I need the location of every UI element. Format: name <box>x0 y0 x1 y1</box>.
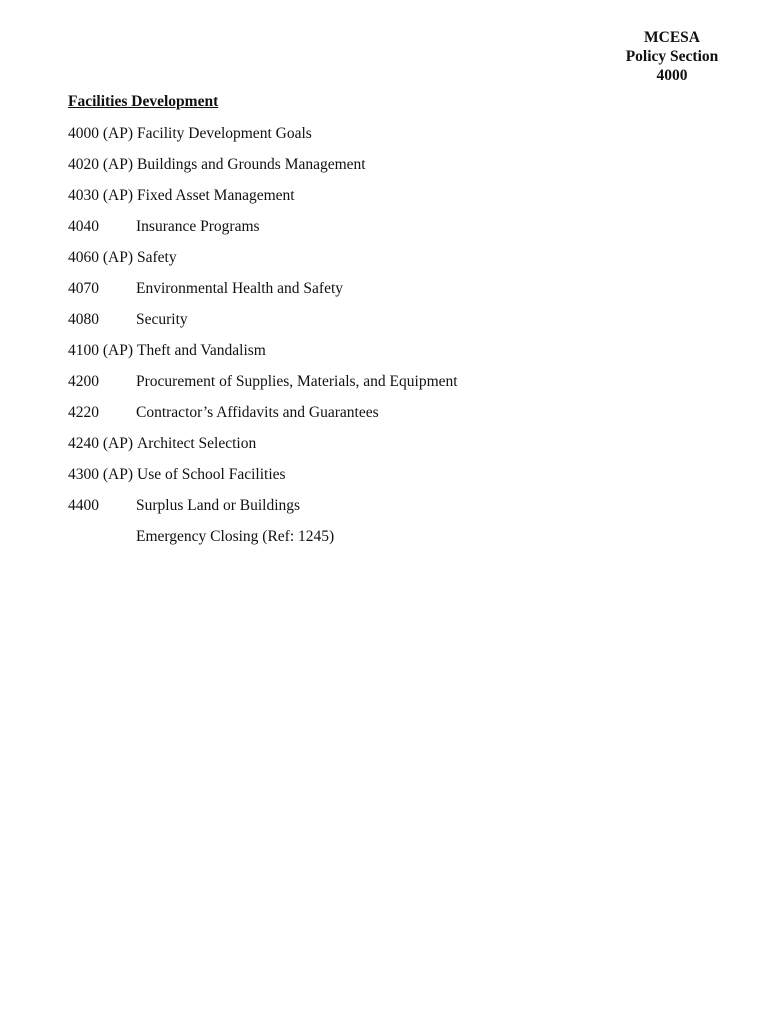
policy-name: Buildings and Grounds Management <box>137 156 366 173</box>
list-item <box>68 403 458 434</box>
policy-code: 4070 <box>68 280 99 297</box>
policy-code: 4100 (AP) <box>68 342 134 359</box>
policy-name: Procurement of Supplies, Materials, and Equipment <box>136 373 458 390</box>
list-item <box>68 341 458 372</box>
list-item <box>68 496 458 527</box>
section-number: 4000 <box>656 67 688 84</box>
page-title: Facilities Development <box>68 93 219 110</box>
list-item <box>68 186 458 217</box>
policy-code: 4400 <box>68 497 99 514</box>
list-item <box>68 279 458 310</box>
policy-code: 4030 (AP) <box>68 187 134 204</box>
list-item <box>68 527 458 558</box>
list-item <box>68 155 458 186</box>
policy-code: 4220 <box>68 404 99 421</box>
policy-name: Safety <box>137 249 177 266</box>
organization-name: MCESA <box>644 29 700 46</box>
policy-code: 4300 (AP) <box>68 466 134 483</box>
policy-code: 4240 (AP) <box>68 435 134 452</box>
list-item <box>68 434 458 465</box>
policy-name: Emergency Closing (Ref: 1245) <box>136 528 335 545</box>
policy-code: 4020 (AP) <box>68 156 134 173</box>
list-item <box>68 372 458 403</box>
policy-name: Security <box>136 311 188 328</box>
policy-name: Surplus Land or Buildings <box>136 497 301 514</box>
policy-name: Insurance Programs <box>136 218 260 235</box>
policy-section-header <box>602 28 742 85</box>
policy-name: Architect Selection <box>137 435 257 452</box>
list-item <box>68 217 458 248</box>
policy-list <box>68 124 458 558</box>
policy-code: 4000 (AP) <box>68 125 134 142</box>
list-item <box>68 465 458 496</box>
policy-name: Environmental Health and Safety <box>136 280 344 297</box>
section-label: Policy Section <box>625 48 719 65</box>
policy-code: 4060 (AP) <box>68 249 134 266</box>
policy-code: 4040 <box>68 218 99 235</box>
policy-name: Use of School Facilities <box>137 466 286 483</box>
policy-name: Fixed Asset Management <box>137 187 295 204</box>
policy-name: Theft and Vandalism <box>137 342 266 359</box>
list-item <box>68 248 458 279</box>
policy-name: Contractor’s Affidavits and Guarantees <box>136 404 379 421</box>
policy-code: 4080 <box>68 311 99 328</box>
policy-code: 4200 <box>68 373 99 390</box>
list-item <box>68 310 458 341</box>
policy-name: Facility Development Goals <box>137 125 312 142</box>
list-item <box>68 124 458 155</box>
